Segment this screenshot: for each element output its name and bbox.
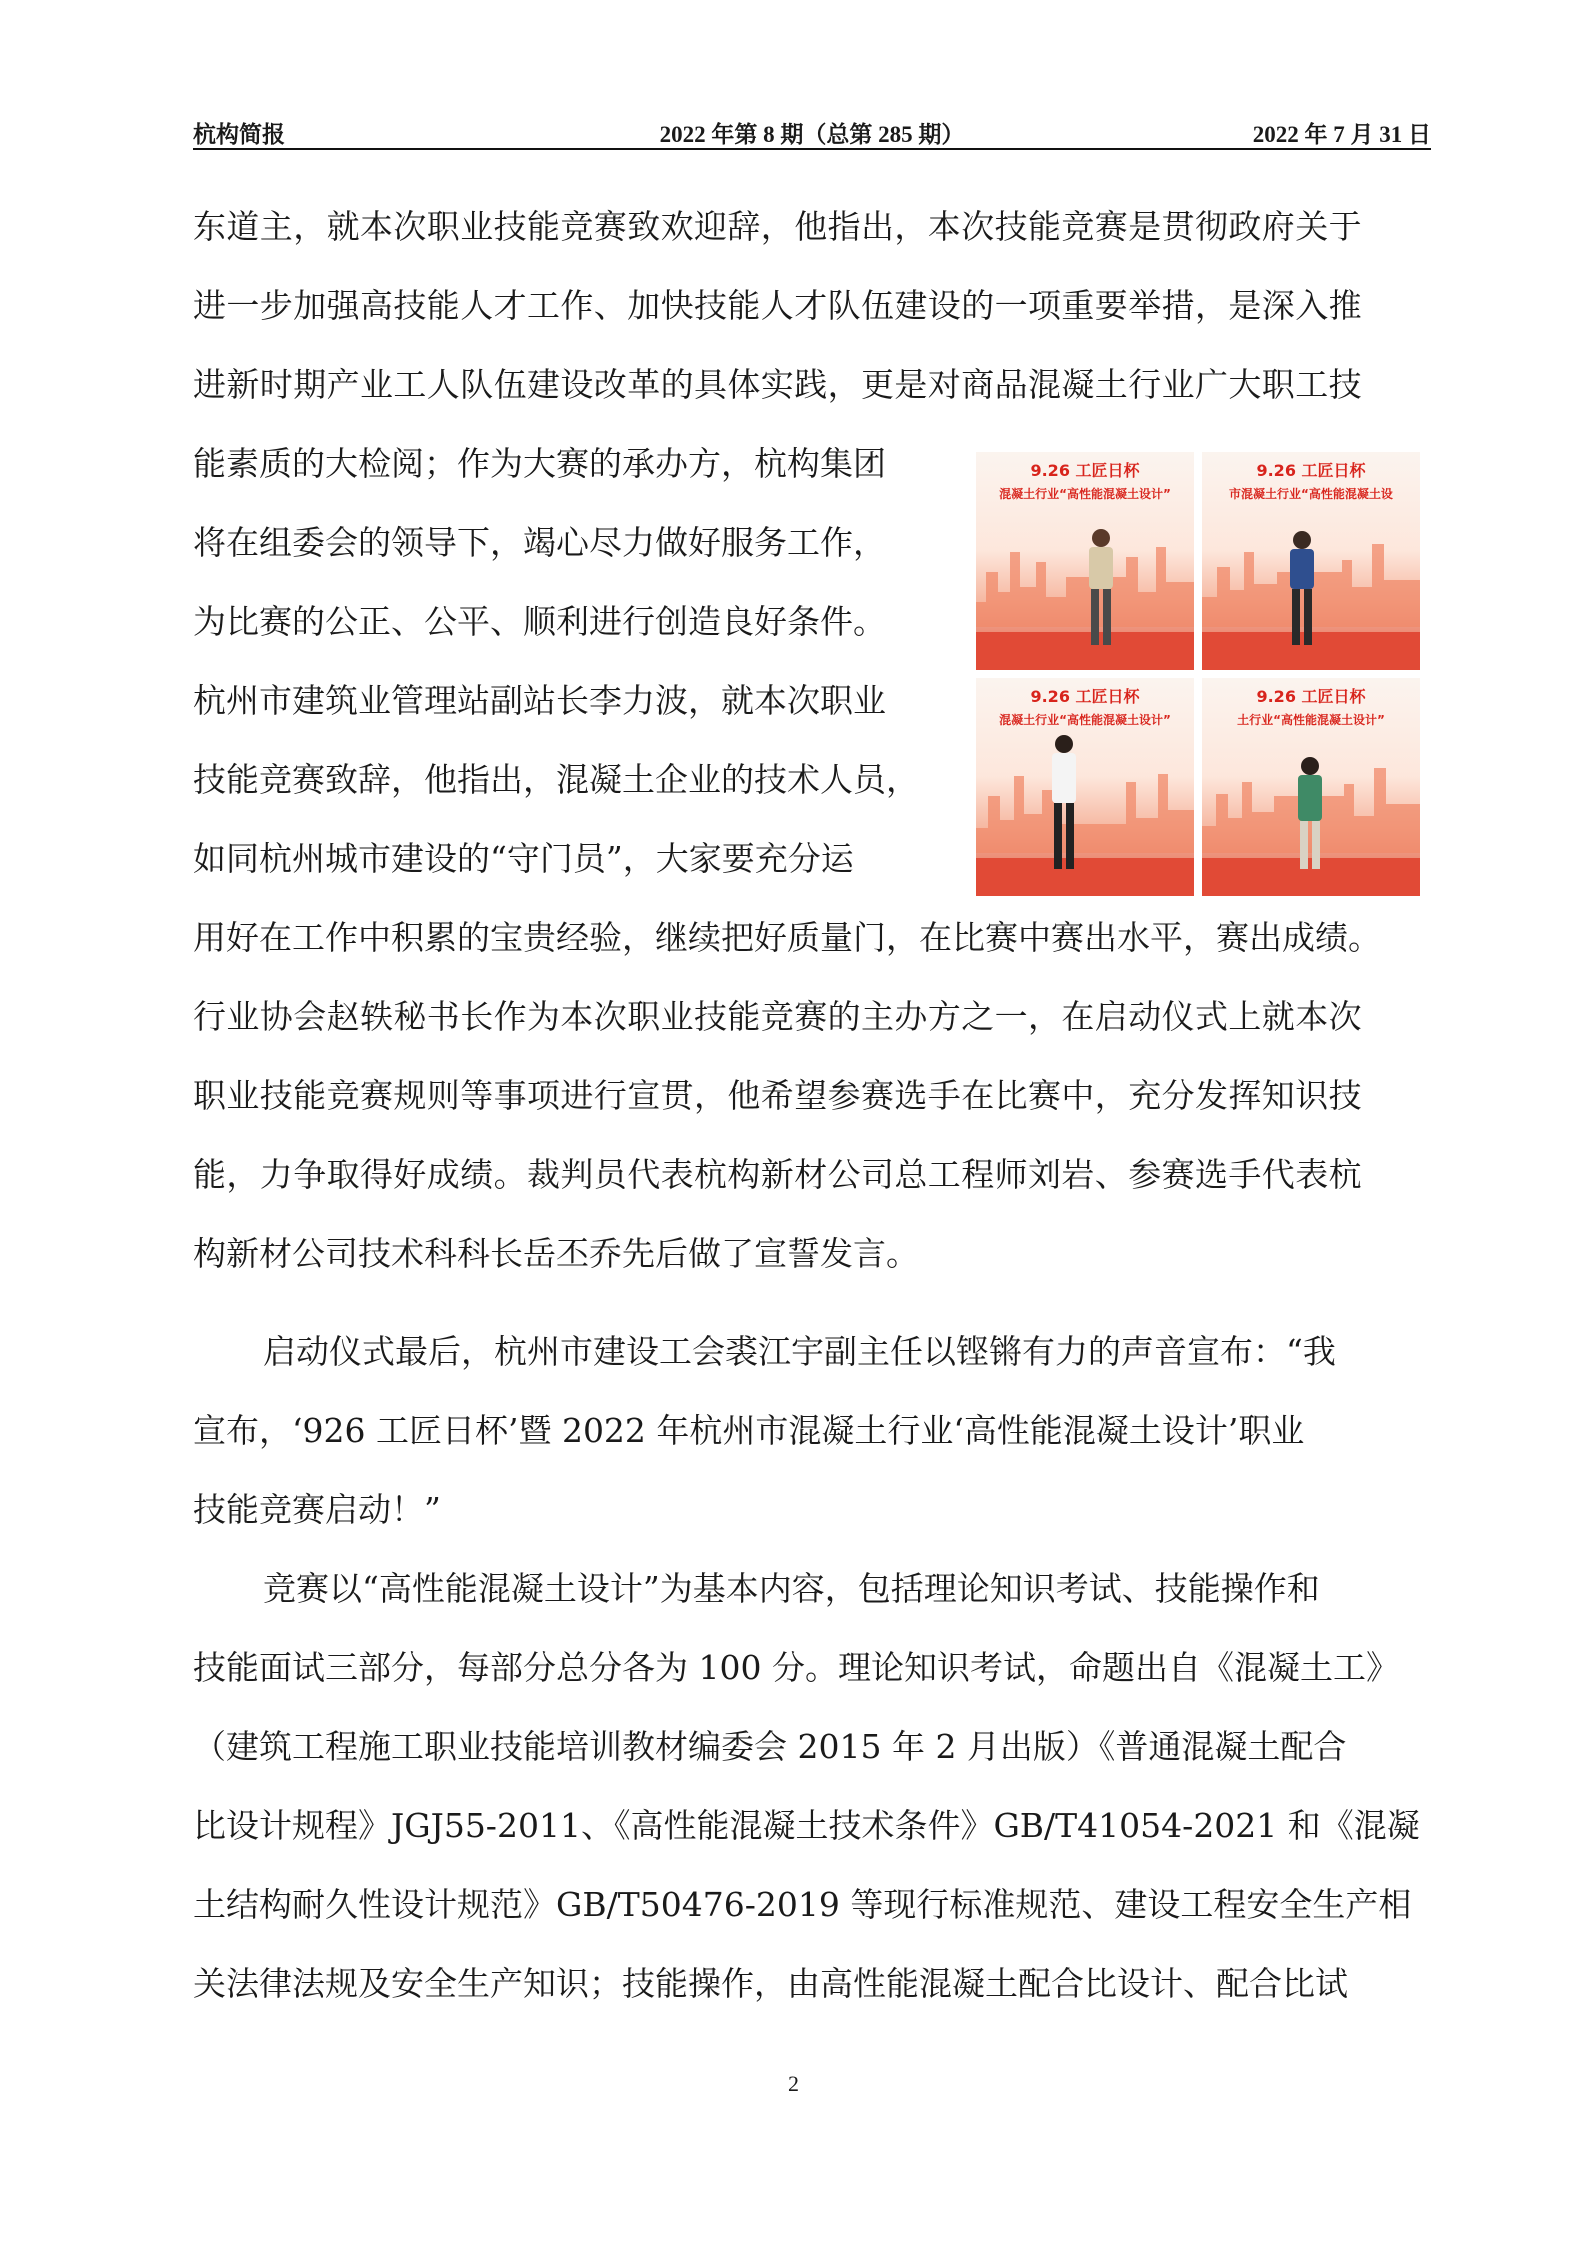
body-line: 技能面试三部分，每部分总分各为 100 分。理论知识考试，命题出自《混凝土工》 xyxy=(193,1648,1399,1687)
photo-speaker-4 xyxy=(1202,678,1420,896)
body-line: 职业技能竞赛规则等事项进行宣贯，他希望参赛选手在比赛中，充分发挥知识技 xyxy=(193,1076,1362,1115)
body-line: 构新材公司技术科科长岳丕乔先后做了宣誓发言。 xyxy=(193,1234,919,1273)
stage-photo-1 xyxy=(976,452,1194,670)
body-line: 行业协会赵轶秘书长作为本次职业技能竞赛的主办方之一，在启动仪式上就本次 xyxy=(193,997,1362,1036)
body-line: 将在组委会的领导下，竭心尽力做好服务工作， xyxy=(193,523,886,562)
photo-grid xyxy=(976,452,1426,896)
person-figure xyxy=(1089,529,1113,645)
person-figure xyxy=(1290,531,1314,645)
photo-speaker-1 xyxy=(976,452,1194,670)
banner-title: 9.26 工匠日杯 xyxy=(1256,687,1366,706)
issue-number: 2022 年第 8 期（总第 285 期） xyxy=(659,122,965,147)
body-line: 启动仪式最后，杭州市建设工会裘江宇副主任以铿锵有力的声音宣布：“我 xyxy=(263,1332,1336,1371)
banner-subtitle: 混凝土行业“高性能混凝土设计” xyxy=(999,713,1171,727)
body-line: 能素质的大检阅；作为大赛的承办方，杭构集团 xyxy=(193,444,886,483)
banner-title: 9.26 工匠日杯 xyxy=(1030,687,1140,706)
stage-photo-4 xyxy=(1202,678,1420,896)
stage-photo-2 xyxy=(1202,452,1420,670)
publication-name: 杭构简报 xyxy=(193,122,285,147)
body-line: 为比赛的公正、公平、顺利进行创造良好条件。 xyxy=(193,602,886,641)
photo-speaker-2 xyxy=(1202,452,1420,670)
page-header xyxy=(193,112,1431,150)
body-line: 关法律法规及安全生产知识；技能操作，由高性能混凝土配合比设计、配合比试 xyxy=(193,1964,1348,2003)
body-line: 技能竞赛致辞，他指出，混凝土企业的技术人员， xyxy=(193,760,919,799)
body-line: 东道主，就本次职业技能竞赛致欢迎辞，他指出，本次技能竞赛是贯彻政府关于 xyxy=(193,207,1362,246)
body-line: 宣布，‘926 工匠日杯’暨 2022 年杭州市混凝土行业‘高性能混凝土设计’职业 xyxy=(193,1411,1305,1450)
body-line: （建筑工程施工职业技能培训教材编委会 2015 年 2 月出版）《普通混凝土配合 xyxy=(193,1727,1347,1766)
photo-speaker-3 xyxy=(976,678,1194,896)
body-line: 比设计规程》JGJ55-2011、《高性能混凝土技术条件》GB/T41054-2021 和《混凝 xyxy=(193,1806,1420,1845)
body-line: 技能竞赛启动！” xyxy=(193,1490,441,1529)
body-line: 进一步加强高技能人才工作、加快技能人才队伍建设的一项重要举措，是深入推 xyxy=(193,286,1362,325)
banner-subtitle: 市混凝土行业“高性能混凝土设 xyxy=(1229,487,1393,501)
stage-floor xyxy=(976,858,1194,896)
body-line: 竞赛以“高性能混凝土设计”为基本内容，包括理论知识考试、技能操作和 xyxy=(263,1569,1320,1608)
stage-floor xyxy=(1202,858,1420,896)
skyline-shape xyxy=(976,774,1194,853)
body-line: 用好在工作中积累的宝贵经验，继续把好质量门，在比赛中赛出水平，赛出成绩。 xyxy=(193,918,1381,957)
body-line: 如同杭州城市建设的“守门员”，大家要充分运 xyxy=(193,839,854,878)
body-line: 进新时期产业工人队伍建设改革的具体实践，更是对商品混凝土行业广大职工技 xyxy=(193,365,1362,404)
banner-title: 9.26 工匠日杯 xyxy=(1030,461,1140,480)
issue-date: 2022 年 7 月 31 日 xyxy=(1252,122,1431,147)
skyline-shape xyxy=(976,547,1194,627)
body-line: 杭州市建筑业管理站副站长李力波，就本次职业 xyxy=(193,681,886,720)
body-line: 土结构耐久性设计规范》GB/T50476-2019 等现行标准规范、建设工程安全生产相 xyxy=(193,1885,1412,1924)
body-line: 能，力争取得好成绩。裁判员代表杭构新材公司总工程师刘岩、参赛选手代表杭 xyxy=(193,1155,1362,1194)
banner-title: 9.26 工匠日杯 xyxy=(1256,461,1366,480)
stage-floor xyxy=(976,632,1194,670)
stage-photo-3 xyxy=(976,678,1194,896)
banner-subtitle: 混凝土行业“高性能混凝土设计” xyxy=(999,487,1171,501)
banner-subtitle: 土行业“高性能混凝土设计” xyxy=(1237,713,1385,727)
page-number: 2 xyxy=(788,2071,799,2096)
